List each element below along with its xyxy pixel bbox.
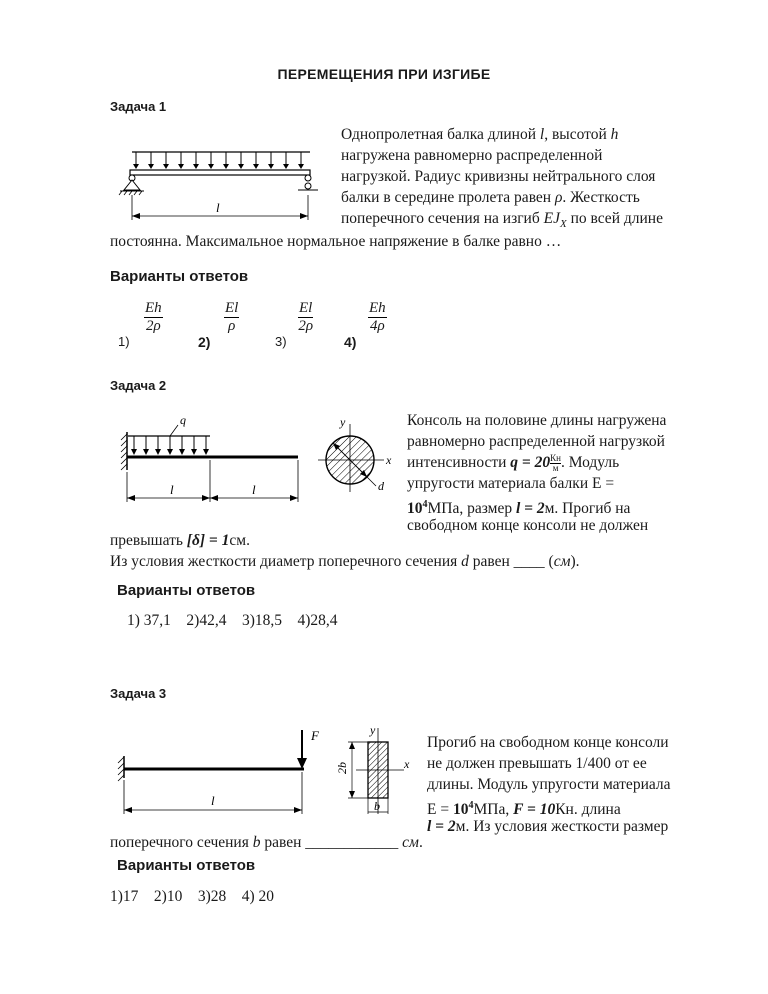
task3-text-line4: $E = 10^4МПа$, F = 10Кн. длина xyxy=(427,800,621,819)
task1-beam-diagram xyxy=(112,140,322,230)
task2-text-line6: свободном конце консоли не должен xyxy=(407,517,649,534)
task2-circle-section-diagram xyxy=(312,410,404,500)
task1-heading: Задача 1 xyxy=(110,99,167,114)
task3-fig-y: y xyxy=(370,723,376,737)
task3-options[interactable]: 1)17 2)10 3)28 4) 20 xyxy=(110,888,275,905)
task2-fig-y: y xyxy=(340,415,346,429)
task1-text-line2: нагружена равномерно распределенной xyxy=(341,147,603,164)
task1-option-1-formula[interactable]: $\frac{Eh}{2\rho}$ xyxy=(145,300,162,334)
task2-fig-d: d xyxy=(378,479,384,493)
task1-text-line3: нагрузкой. Радиус кривизны нейтрального слоя xyxy=(341,168,656,185)
task3-text-line1: Прогиб на свободном конце консоли xyxy=(427,734,669,751)
task3-fig-l: l xyxy=(211,793,215,808)
task3-rect-section-diagram xyxy=(328,722,420,818)
task2-text-line3: интенсивности q = 20 $\frac{Кн}{м}$. Модуль xyxy=(407,452,620,473)
task1-text-line1: Однопролетная балка длиной l, высотой h xyxy=(341,126,619,143)
task3-cantilever-diagram xyxy=(112,724,332,824)
task2-text-line2: равномерно распределенной нагрузкой xyxy=(407,433,665,450)
task2-text-line4: упругости материала балки E = xyxy=(407,475,615,492)
task3-fig-b: b xyxy=(374,799,380,813)
task3-text-line6: поперечного сечения b равен ____________ см. xyxy=(110,834,423,851)
task3-text-line5: l = 2м. Из условия жесткости размер xyxy=(427,818,669,835)
task1-text-line6: постоянна. Максимальное нормальное напряжение в балке равно … xyxy=(110,233,562,250)
task1-text-line4: балки в середине пролета равен ρ. Жесткость xyxy=(341,189,640,206)
task2-text-line5: $10^4МПа$, размер l = 2м. Прогиб на xyxy=(407,499,631,518)
task3-text-line2: не должен превышать 1/400 от ее xyxy=(427,755,647,772)
task2-text-line8: Из условия жесткости диаметр поперечного сечения d равен ____ (см). xyxy=(110,553,580,570)
task2-heading: Задача 2 xyxy=(110,378,167,393)
task1-option-2-num[interactable]: 2) xyxy=(198,334,211,350)
task2-text-line7: превышать [δ] = 1см. xyxy=(110,532,250,549)
task3-answers-heading: Варианты ответов xyxy=(117,857,256,874)
task2-options[interactable]: 1) 37,1 2)42,4 3)18,5 4)28,4 xyxy=(127,612,338,629)
task1-options xyxy=(118,296,418,350)
task1-option-4-num[interactable]: 4) xyxy=(344,334,357,350)
task2-fig-x: x xyxy=(386,453,392,467)
task1-fig-l-label: l xyxy=(216,200,220,215)
task2-fig-l2: l xyxy=(252,482,256,497)
task1-option-3-num[interactable]: 3) xyxy=(275,334,287,349)
task1-option-4-formula[interactable]: $\frac{Eh}{4\rho}$ xyxy=(369,300,386,334)
task1-answers-heading: Варианты ответов xyxy=(110,268,249,285)
task3-fig-x: x xyxy=(404,757,410,771)
task3-text-line3: длины. Модуль упругости материала xyxy=(427,776,671,793)
task2-fig-q: q xyxy=(180,413,186,427)
task2-text-line1: Консоль на половине длины нагружена xyxy=(407,412,667,429)
task1-option-1-num[interactable]: 1) xyxy=(118,334,130,349)
task1-option-2-formula[interactable]: $\frac{El}{\rho}$ xyxy=(225,300,239,334)
task3-fig-2b: 2b xyxy=(335,762,349,774)
task2-fig-l1: l xyxy=(170,482,174,497)
page-title: ПЕРЕМЕЩЕНИЯ ПРИ ИЗГИБЕ xyxy=(277,66,491,82)
task3-heading: Задача 3 xyxy=(110,686,167,701)
task1-option-3-formula[interactable]: $\frac{El}{2\rho}$ xyxy=(298,300,314,334)
task3-fig-F: F xyxy=(311,728,319,743)
task1-text-line5: поперечного сечения на изгиб $EJ_X$ по всей длине xyxy=(341,210,663,231)
task2-answers-heading: Варианты ответов xyxy=(117,582,256,599)
